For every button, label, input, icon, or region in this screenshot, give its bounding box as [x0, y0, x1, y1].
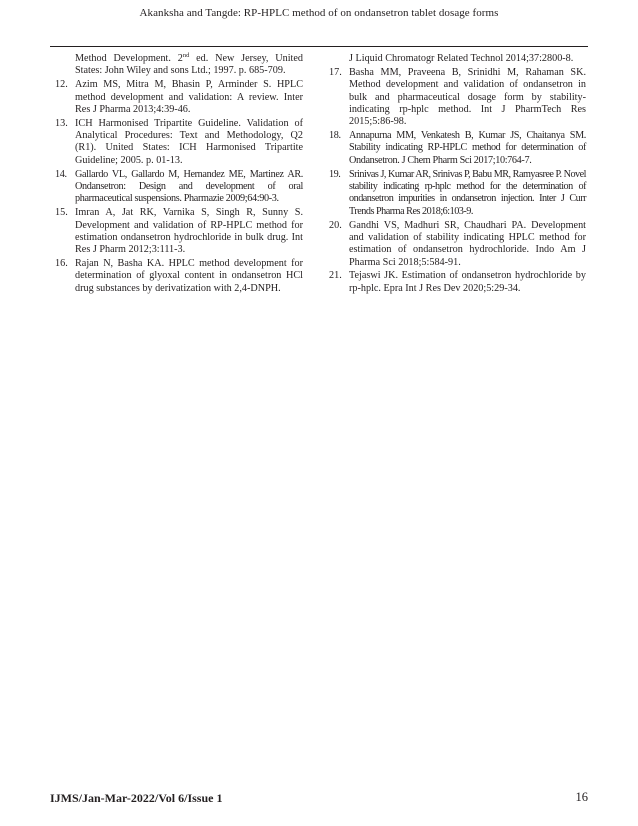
- reference-text: Gandhi VS, Madhuri SR, Chaudhari PA. Development and validation of stability indicating HPLC method for estimation of ondansetron hydrochloride. Indo Am J Pharma Sci 2018;5:584-91.: [349, 219, 586, 268]
- header-rule: [50, 46, 588, 47]
- reference-item-21: [329, 270, 586, 295]
- reference-item-19: [329, 169, 586, 218]
- reference-item-12: [55, 79, 303, 116]
- reference-continuation-left: [55, 53, 303, 78]
- reference-text: Tejaswi JK. Estimation of ondansetron hydrochloride by rp-hplc. Epra Int J Res Dev 2020;5:29-34.: [349, 270, 586, 294]
- reference-text: Srinivas J, Kumar AR, Srinivas P, Babu MR, Ramyasree P. Novel stability indicating rp-hplc method for the determination of ondansetron impurities in ondansetron injection. Inter J Curr Trends Pharma Res 2018;6:103-9.: [349, 168, 586, 217]
- reference-text: Basha MM, Praveena B, Srinidhi M, Rahaman SK. Method development and validation of ondansetron in bulk and pharmaceutical dosage form by stability-indicating rp-hplc method. Int J PharmTech Res 2015;5:86-98.: [349, 66, 586, 128]
- reference-number: 20.: [329, 219, 342, 231]
- page-number: 16: [575, 790, 588, 804]
- reference-item-15: [55, 207, 303, 256]
- reference-number: 19.: [329, 168, 341, 180]
- reference-number: 16.: [55, 258, 68, 270]
- reference-item-20: [329, 220, 586, 269]
- reference-item-16: [55, 258, 303, 295]
- reference-number: 18.: [329, 130, 341, 142]
- reference-number: 21.: [329, 270, 342, 282]
- reference-item-14: [55, 169, 303, 206]
- reference-number: 15.: [55, 207, 68, 219]
- reference-column-right: [329, 53, 586, 297]
- reference-item-13: [55, 118, 303, 167]
- reference-continuation-post: ed. New Jersey, United States: John Wiley and sons Ltd.; 1997. p. 685-709.: [75, 53, 304, 77]
- footer-journal-issue: IJMS/Jan-Mar-2022/Vol 6/Issue 1: [50, 791, 223, 805]
- reference-number: 17.: [329, 66, 342, 78]
- reference-text: Imran A, Jat RK, Varnika S, Singh R, Sunny S. Development and validation of RP-HPLC method for estimation ondansetron hydrochloride in bulk drug. Int Res J Pharm 2012;3:111-3.: [75, 207, 303, 256]
- reference-number: 14.: [55, 168, 67, 180]
- running-head: Akanksha and Tangde: RP-HPLC method of on ondansetron tablet dosage forms: [139, 7, 499, 19]
- reference-continuation-right: [329, 53, 586, 65]
- reference-item-17: [329, 67, 586, 128]
- reference-continuation-text: J Liquid Chromatogr Related Technol 2014;37:2800-8.: [349, 53, 574, 64]
- reference-item-18: [329, 130, 586, 167]
- reference-number: 12.: [55, 79, 68, 91]
- reference-text: Annapurna MM, Venkatesh B, Kumar JS, Chaitanya SM. Stability indicating RP-HPLC method for determination of Ondansetron. J Chem Pharm Sci 2017;10:764-7.: [349, 130, 586, 166]
- reference-text: ICH Harmonised Tripartite Guideline. Validation of Analytical Procedures: Text and Methodology, Q2 (R1). United States: ICH Harmonised Tripartite Guideline; 2005. p. 01-13.: [75, 117, 303, 166]
- reference-continuation-pre: Method Development. 2: [75, 53, 183, 64]
- ordinal-superscript: nd: [182, 52, 190, 59]
- reference-text: Gallardo VL, Gallardo M, Hernandez ME, Martinez AR. Ondansetron: Design and development of oral pharmaceutical suspensions. Pharmazie 2009;64:90-3.: [75, 168, 303, 205]
- reference-text: Azim MS, Mitra M, Bhasin P, Arminder S. HPLC method development and validation: A review. Inter Res J Pharma 2013;4:39-46.: [75, 79, 303, 115]
- reference-text: Rajan N, Basha KA. HPLC method development for determination of glyoxal content in ondansetron HCl drug substances by derivatization with 2,4-DNPH.: [75, 258, 303, 294]
- reference-column-left: [55, 53, 303, 297]
- reference-number: 13.: [55, 117, 68, 129]
